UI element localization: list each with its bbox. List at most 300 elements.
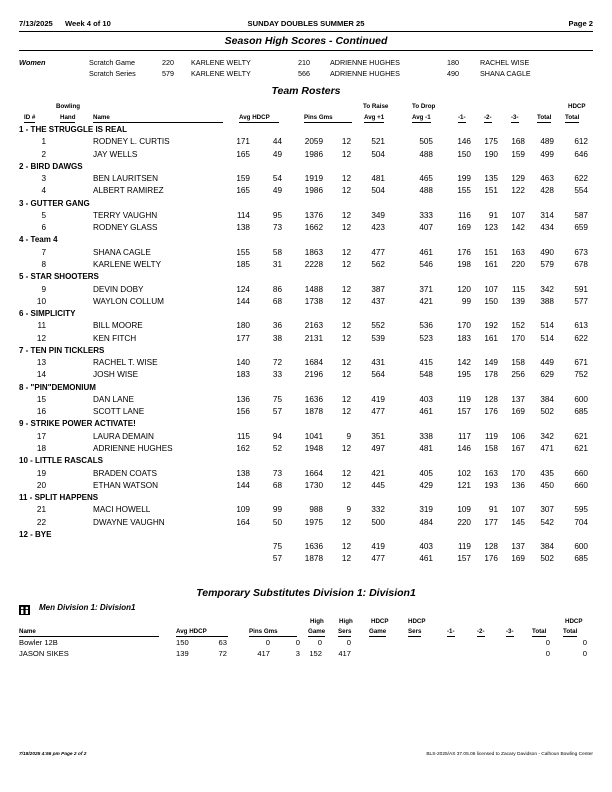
cell-id: 8 bbox=[41, 259, 46, 269]
cell-hdcp: 72 bbox=[272, 358, 282, 368]
cell-ht: 660 bbox=[574, 480, 588, 490]
cell-drop: 465 bbox=[419, 174, 433, 184]
cell-hdcp: 75 bbox=[272, 394, 282, 404]
cell-total: 490 bbox=[540, 247, 554, 257]
cell-raise: 477 bbox=[371, 247, 385, 257]
cell-g3: 107 bbox=[511, 505, 525, 515]
cell-raise: 497 bbox=[371, 444, 385, 454]
cell-ht: 704 bbox=[574, 517, 588, 527]
roster-row bbox=[0, 432, 612, 444]
cell-total: 384 bbox=[540, 394, 554, 404]
cell-ht: 678 bbox=[574, 259, 588, 269]
cell-pins: 1376 bbox=[304, 210, 323, 220]
cell-g2: 192 bbox=[484, 321, 498, 331]
cell-ht: 577 bbox=[574, 296, 588, 306]
cell-name: BILL MOORE bbox=[93, 321, 143, 331]
cell-id: 13 bbox=[36, 358, 46, 368]
cell-ht: 600 bbox=[574, 542, 588, 552]
cell-hdcp: 68 bbox=[272, 480, 282, 490]
subs-title: Temporary Substitutes Division 1: Division1 bbox=[196, 587, 416, 599]
cell-g1: 109 bbox=[457, 505, 471, 515]
cell-g2: 135 bbox=[484, 174, 498, 184]
cell-avg: 162 bbox=[236, 444, 250, 454]
cell-hdcp: 44 bbox=[272, 137, 282, 147]
cell-id: 21 bbox=[36, 505, 46, 515]
cell-raise: 349 bbox=[371, 210, 385, 220]
sub-col-avg-hdcp: Avg HDCP bbox=[176, 628, 228, 637]
col-drop-top: To Drop bbox=[412, 103, 436, 110]
sub-cell-avg: 150 bbox=[176, 638, 189, 647]
cell-pins: 1488 bbox=[304, 284, 323, 294]
sub-col-g2: -2- bbox=[477, 628, 485, 635]
cell-g3: 129 bbox=[511, 174, 525, 184]
cell-ht: 752 bbox=[574, 370, 588, 380]
sub-cell-hs: 417 bbox=[338, 649, 351, 658]
roster-row bbox=[0, 297, 612, 309]
cell-ht: 659 bbox=[574, 223, 588, 233]
sub-cell-pins: 417 bbox=[257, 649, 270, 658]
cell-gms: 9 bbox=[346, 431, 351, 441]
roster-row bbox=[0, 174, 612, 186]
cell-pins: 2131 bbox=[304, 333, 323, 343]
cell-pins: 1664 bbox=[304, 468, 323, 478]
cell-raise: 445 bbox=[371, 480, 385, 490]
cell-avg: 144 bbox=[236, 296, 250, 306]
roster-row bbox=[0, 554, 612, 566]
sub-col-name: Name bbox=[19, 628, 159, 637]
roster-row bbox=[0, 481, 612, 493]
cell-g2: 149 bbox=[484, 358, 498, 368]
sub-cell-hg: 152 bbox=[309, 649, 322, 658]
cell-raise: 431 bbox=[371, 358, 385, 368]
sub-cell-hdcp: 72 bbox=[218, 649, 227, 658]
cell-drop: 403 bbox=[419, 394, 433, 404]
roster-row bbox=[0, 248, 612, 260]
cell-g3: 107 bbox=[511, 210, 525, 220]
cell-hdcp: 50 bbox=[272, 517, 282, 527]
high-score-value: 490 bbox=[447, 69, 459, 78]
cell-avg: 155 bbox=[236, 247, 250, 257]
cell-g3: 106 bbox=[511, 431, 525, 441]
cell-raise: 521 bbox=[371, 137, 385, 147]
cell-total: 307 bbox=[540, 505, 554, 515]
roster-row bbox=[0, 334, 612, 346]
cell-g2: 158 bbox=[484, 444, 498, 454]
sub-col-hdcpsers-top: HDCP bbox=[408, 618, 426, 625]
cell-gms: 12 bbox=[341, 480, 351, 490]
sub-col-hdcptotal-bottom: Total bbox=[563, 628, 578, 635]
cell-drop: 338 bbox=[419, 431, 433, 441]
cell-avg: 180 bbox=[236, 321, 250, 331]
cell-pins: 1863 bbox=[304, 247, 323, 257]
col-g1: -1- bbox=[458, 114, 466, 121]
roster-row bbox=[0, 137, 612, 149]
cell-name: JOSH WISE bbox=[93, 370, 139, 380]
cell-hdcp: 57 bbox=[272, 407, 282, 417]
cell-gms: 12 bbox=[341, 542, 351, 552]
cell-total: 502 bbox=[540, 554, 554, 564]
cell-drop: 488 bbox=[419, 186, 433, 196]
cell-id: 17 bbox=[36, 431, 46, 441]
roster-row bbox=[0, 321, 612, 333]
high-score-bowler: KARLENE WELTY bbox=[191, 58, 251, 67]
cell-g2: 176 bbox=[484, 407, 498, 417]
cell-g1: 183 bbox=[457, 333, 471, 343]
cell-name: WAYLON COLLUM bbox=[93, 296, 164, 306]
col-raise-bottom: Avg +1 bbox=[364, 114, 385, 121]
cell-avg: 115 bbox=[236, 431, 250, 441]
sub-cell-ht: 0 bbox=[582, 638, 587, 647]
cell-drop: 536 bbox=[419, 321, 433, 331]
cell-g2: 150 bbox=[484, 296, 498, 306]
cell-g1: 142 bbox=[457, 358, 471, 368]
cell-total: 342 bbox=[540, 431, 554, 441]
cell-gms: 12 bbox=[341, 407, 351, 417]
cell-hdcp: 54 bbox=[272, 174, 282, 184]
cell-pins: 988 bbox=[309, 505, 323, 515]
cell-raise: 419 bbox=[371, 542, 385, 552]
cell-ht: 622 bbox=[574, 333, 588, 343]
rosters-title: Team Rosters bbox=[271, 85, 341, 97]
cell-hdcp: 33 bbox=[272, 370, 282, 380]
cell-g2: 193 bbox=[484, 480, 498, 490]
cell-g1: 176 bbox=[457, 247, 471, 257]
cell-drop: 484 bbox=[419, 517, 433, 527]
footer-timestamp: 7/18/2025 4:56 pm Page 2 of 2 bbox=[19, 752, 87, 757]
cell-pins: 1878 bbox=[304, 554, 323, 564]
cell-raise: 504 bbox=[371, 186, 385, 196]
roster-row bbox=[0, 444, 612, 456]
cell-name: ADRIENNE HUGHES bbox=[93, 444, 173, 454]
cell-total: 434 bbox=[540, 223, 554, 233]
roster-row bbox=[0, 260, 612, 272]
cell-drop: 319 bbox=[419, 505, 433, 515]
cell-avg: 177 bbox=[236, 333, 250, 343]
cell-pins: 1662 bbox=[304, 223, 323, 233]
cell-gms: 12 bbox=[341, 174, 351, 184]
cell-pins: 1730 bbox=[304, 480, 323, 490]
cell-ht: 587 bbox=[574, 210, 588, 220]
cell-total: 388 bbox=[540, 296, 554, 306]
cell-g2: 161 bbox=[484, 333, 498, 343]
cell-id: 16 bbox=[36, 407, 46, 417]
high-score-bowler: ADRIENNE HUGHES bbox=[330, 58, 400, 67]
cell-ht: 554 bbox=[574, 186, 588, 196]
cell-total: 499 bbox=[540, 149, 554, 159]
cell-g3: 145 bbox=[511, 517, 525, 527]
high-score-value: 180 bbox=[447, 58, 459, 67]
cell-g3: 152 bbox=[511, 321, 525, 331]
cell-ht: 612 bbox=[574, 137, 588, 147]
cell-pins: 1041 bbox=[304, 431, 323, 441]
cell-id: 9 bbox=[41, 284, 46, 294]
cell-raise: 564 bbox=[371, 370, 385, 380]
cell-gms: 12 bbox=[341, 259, 351, 269]
cell-raise: 421 bbox=[371, 468, 385, 478]
sub-cell-gms: 3 bbox=[295, 649, 300, 658]
cell-total: 449 bbox=[540, 358, 554, 368]
cell-drop: 461 bbox=[419, 554, 433, 564]
cell-g1: 116 bbox=[457, 210, 471, 220]
cell-total: 450 bbox=[540, 480, 554, 490]
cell-raise: 351 bbox=[371, 431, 385, 441]
cell-ht: 685 bbox=[574, 407, 588, 417]
sub-col-highsers-top: High bbox=[339, 618, 353, 625]
cell-drop: 405 bbox=[419, 468, 433, 478]
cell-g2: 151 bbox=[484, 247, 498, 257]
cell-hdcp: 75 bbox=[272, 542, 282, 552]
cell-id: 3 bbox=[41, 174, 46, 184]
cell-raise: 539 bbox=[371, 333, 385, 343]
cell-avg: 164 bbox=[236, 517, 250, 527]
cell-g3: 170 bbox=[511, 333, 525, 343]
cell-total: 435 bbox=[540, 468, 554, 478]
cell-gms: 12 bbox=[341, 370, 351, 380]
cell-total: 342 bbox=[540, 284, 554, 294]
cell-hdcp: 68 bbox=[272, 296, 282, 306]
team-name: 11 - SPLIT HAPPENS bbox=[19, 493, 99, 503]
cell-pins: 1919 bbox=[304, 174, 323, 184]
roster-row bbox=[0, 285, 612, 297]
cell-raise: 419 bbox=[371, 394, 385, 404]
cell-g2: 178 bbox=[484, 370, 498, 380]
sub-col-g3: -3- bbox=[506, 628, 514, 635]
season-divider bbox=[19, 50, 593, 51]
cell-name: KEN FITCH bbox=[93, 333, 137, 343]
cell-g2: 176 bbox=[484, 554, 498, 564]
cell-g3: 168 bbox=[511, 137, 525, 147]
col-pins-gms: Pins Gms bbox=[304, 114, 352, 123]
team-name: 6 - SIMPLICITY bbox=[19, 309, 76, 319]
cell-drop: 505 bbox=[419, 137, 433, 147]
sub-col-pins-gms: Pins Gms bbox=[249, 628, 297, 637]
col-drop-bottom: Avg -1 bbox=[412, 114, 431, 121]
cell-hdcp: 58 bbox=[272, 247, 282, 257]
cell-total: 514 bbox=[540, 321, 554, 331]
col-hdcp-total-bottom: Total bbox=[565, 114, 580, 121]
cell-g3: 115 bbox=[511, 284, 525, 294]
cell-drop: 546 bbox=[419, 259, 433, 269]
cell-g3: 137 bbox=[511, 542, 525, 552]
sub-cell-hs: 0 bbox=[346, 638, 351, 647]
sub-col-hdcpgame-bottom: Game bbox=[369, 628, 387, 635]
cell-hdcp: 49 bbox=[272, 149, 282, 159]
cell-name: MACI HOWELL bbox=[93, 505, 151, 515]
cell-g3: 136 bbox=[511, 480, 525, 490]
high-score-value: 579 bbox=[162, 69, 174, 78]
cell-g1: 99 bbox=[461, 296, 471, 306]
cell-avg: 165 bbox=[236, 186, 250, 196]
cell-ht: 673 bbox=[574, 247, 588, 257]
sub-cell-hg: 0 bbox=[317, 638, 322, 647]
cell-hdcp: 52 bbox=[272, 444, 282, 454]
cell-id: 4 bbox=[41, 186, 46, 196]
report-date: 7/13/2025 bbox=[19, 19, 53, 28]
sub-col-highgame-bottom: Game bbox=[308, 628, 326, 635]
cell-id: 15 bbox=[36, 394, 46, 404]
cell-g3: 137 bbox=[511, 394, 525, 404]
cell-gms: 12 bbox=[341, 223, 351, 233]
cell-drop: 488 bbox=[419, 149, 433, 159]
roster-row bbox=[0, 186, 612, 198]
cell-drop: 461 bbox=[419, 247, 433, 257]
cell-total: 471 bbox=[540, 444, 554, 454]
cell-pins: 1986 bbox=[304, 149, 323, 159]
bowler-group-icon bbox=[19, 602, 30, 612]
cell-pins: 1684 bbox=[304, 358, 323, 368]
col-g2: -2- bbox=[484, 114, 492, 121]
sub-col-total: Total bbox=[532, 628, 547, 635]
cell-name: ETHAN WATSON bbox=[93, 480, 159, 490]
cell-id: 18 bbox=[36, 444, 46, 454]
cell-avg: 109 bbox=[236, 505, 250, 515]
cell-pins: 1878 bbox=[304, 407, 323, 417]
high-score-bowler: RACHEL WISE bbox=[480, 58, 530, 67]
cell-name: RODNEY GLASS bbox=[93, 223, 158, 233]
cell-ht: 621 bbox=[574, 431, 588, 441]
sub-col-g1: -1- bbox=[447, 628, 455, 635]
women-label: Women bbox=[19, 58, 46, 67]
team-name: 2 - BIRD DAWGS bbox=[19, 161, 83, 171]
sub-cell-ht: 0 bbox=[582, 649, 587, 658]
cell-pins: 2228 bbox=[304, 259, 323, 269]
cell-total: 463 bbox=[540, 174, 554, 184]
cell-avg: 114 bbox=[236, 210, 250, 220]
week-label: Week 4 of 10 bbox=[65, 19, 111, 28]
col-hdcp-total-top: HDCP bbox=[568, 103, 586, 110]
cell-g3: 220 bbox=[511, 259, 525, 269]
cell-pins: 1948 bbox=[304, 444, 323, 454]
cell-name: SHANA CAGLE bbox=[93, 247, 151, 257]
cell-hdcp: 57 bbox=[272, 554, 282, 564]
cell-gms: 9 bbox=[346, 505, 351, 515]
high-score-bowler: SHANA CAGLE bbox=[480, 69, 531, 78]
col-hand: Hand bbox=[60, 114, 76, 121]
cell-g2: 107 bbox=[484, 284, 498, 294]
cell-name: DAN LANE bbox=[93, 394, 134, 404]
roster-row bbox=[0, 358, 612, 370]
cell-drop: 481 bbox=[419, 444, 433, 454]
sub-cell-avg: 139 bbox=[176, 649, 189, 658]
team-name: 12 - BYE bbox=[19, 529, 52, 539]
roster-row bbox=[0, 469, 612, 481]
cell-raise: 477 bbox=[371, 407, 385, 417]
roster-row bbox=[0, 211, 612, 223]
cell-ht: 646 bbox=[574, 149, 588, 159]
team-name: 9 - STRIKE POWER ACTIVATE! bbox=[19, 419, 136, 429]
cell-hdcp: 95 bbox=[272, 210, 282, 220]
cell-raise: 437 bbox=[371, 296, 385, 306]
cell-g3: 169 bbox=[511, 554, 525, 564]
sub-col-hdcptotal-top: HDCP bbox=[565, 618, 583, 625]
team-name: 5 - STAR SHOOTERS bbox=[19, 272, 99, 282]
cell-avg: 138 bbox=[236, 223, 250, 233]
cell-ht: 613 bbox=[574, 321, 588, 331]
cell-hdcp: 86 bbox=[272, 284, 282, 294]
col-avg-hdcp: Avg HDCP bbox=[239, 114, 279, 123]
cell-drop: 548 bbox=[419, 370, 433, 380]
cell-g3: 163 bbox=[511, 247, 525, 257]
page-number: Page 2 bbox=[568, 19, 593, 28]
roster-row bbox=[0, 150, 612, 162]
cell-ht: 600 bbox=[574, 394, 588, 404]
cell-total: 629 bbox=[540, 370, 554, 380]
cell-g2: 123 bbox=[484, 223, 498, 233]
cell-total: 542 bbox=[540, 517, 554, 527]
cell-name: BEN LAURITSEN bbox=[93, 174, 159, 184]
cell-g3: 142 bbox=[511, 223, 525, 233]
cell-gms: 12 bbox=[341, 358, 351, 368]
cell-name: KARLENE WELTY bbox=[93, 259, 162, 269]
sub-col-highsers-bottom: Sers bbox=[338, 628, 352, 635]
cell-pins: 1636 bbox=[304, 394, 323, 404]
cell-raise: 504 bbox=[371, 149, 385, 159]
cell-pins: 1986 bbox=[304, 186, 323, 196]
high-score-value: 566 bbox=[298, 69, 310, 78]
cell-avg: 124 bbox=[236, 284, 250, 294]
cell-hdcp: 99 bbox=[272, 505, 282, 515]
cell-ht: 671 bbox=[574, 358, 588, 368]
cell-ht: 595 bbox=[574, 505, 588, 515]
cell-avg: 138 bbox=[236, 468, 250, 478]
cell-g2: 128 bbox=[484, 542, 498, 552]
sub-cell-name: JASON SIKES bbox=[19, 649, 69, 658]
cell-pins: 1975 bbox=[304, 517, 323, 527]
roster-row bbox=[0, 407, 612, 419]
cell-name: BRADEN COATS bbox=[93, 468, 157, 478]
col-g3: -3- bbox=[511, 114, 519, 121]
league-name: SUNDAY DOUBLES SUMMER 25 bbox=[247, 19, 365, 28]
cell-total: 579 bbox=[540, 259, 554, 269]
cell-g1: 146 bbox=[457, 444, 471, 454]
cell-name: SCOTT LANE bbox=[93, 407, 145, 417]
cell-id: 22 bbox=[36, 517, 46, 527]
cell-raise: 332 bbox=[371, 505, 385, 515]
cell-ht: 622 bbox=[574, 174, 588, 184]
cell-gms: 12 bbox=[341, 296, 351, 306]
cell-hdcp: 73 bbox=[272, 468, 282, 478]
cell-hdcp: 49 bbox=[272, 186, 282, 196]
cell-drop: 429 bbox=[419, 480, 433, 490]
cell-raise: 562 bbox=[371, 259, 385, 269]
team-name: 7 - TEN PIN TICKLERS bbox=[19, 345, 105, 355]
high-score-value: 220 bbox=[162, 58, 174, 67]
cell-hdcp: 94 bbox=[272, 431, 282, 441]
cell-total: 514 bbox=[540, 333, 554, 343]
team-name: 8 - "PIN"DEMONIUM bbox=[19, 382, 96, 392]
cell-g3: 159 bbox=[511, 149, 525, 159]
col-name: Name bbox=[93, 114, 223, 123]
high-score-value: 210 bbox=[298, 58, 310, 67]
footer-license: BLS-2025/AS 37.05.06 licensed to Zacary Davidson - Calhoun Bowling Center bbox=[426, 752, 593, 757]
cell-g2: 151 bbox=[484, 186, 498, 196]
cell-id: 5 bbox=[41, 210, 46, 220]
cell-g3: 158 bbox=[511, 358, 525, 368]
subs-heading: Men Division 1: Division1 bbox=[39, 603, 136, 612]
cell-g2: 190 bbox=[484, 149, 498, 159]
cell-g2: 177 bbox=[484, 517, 498, 527]
cell-g1: 157 bbox=[457, 554, 471, 564]
team-name: 3 - GUTTER GANG bbox=[19, 198, 90, 208]
col-bowling: Bowling bbox=[56, 103, 81, 110]
high-score-bowler: KARLENE WELTY bbox=[191, 69, 251, 78]
cell-id: 12 bbox=[36, 333, 46, 343]
cell-gms: 12 bbox=[341, 321, 351, 331]
header-divider bbox=[19, 31, 593, 32]
cell-id: 10 bbox=[36, 296, 46, 306]
cell-g3: 139 bbox=[511, 296, 525, 306]
cell-pins: 1636 bbox=[304, 542, 323, 552]
